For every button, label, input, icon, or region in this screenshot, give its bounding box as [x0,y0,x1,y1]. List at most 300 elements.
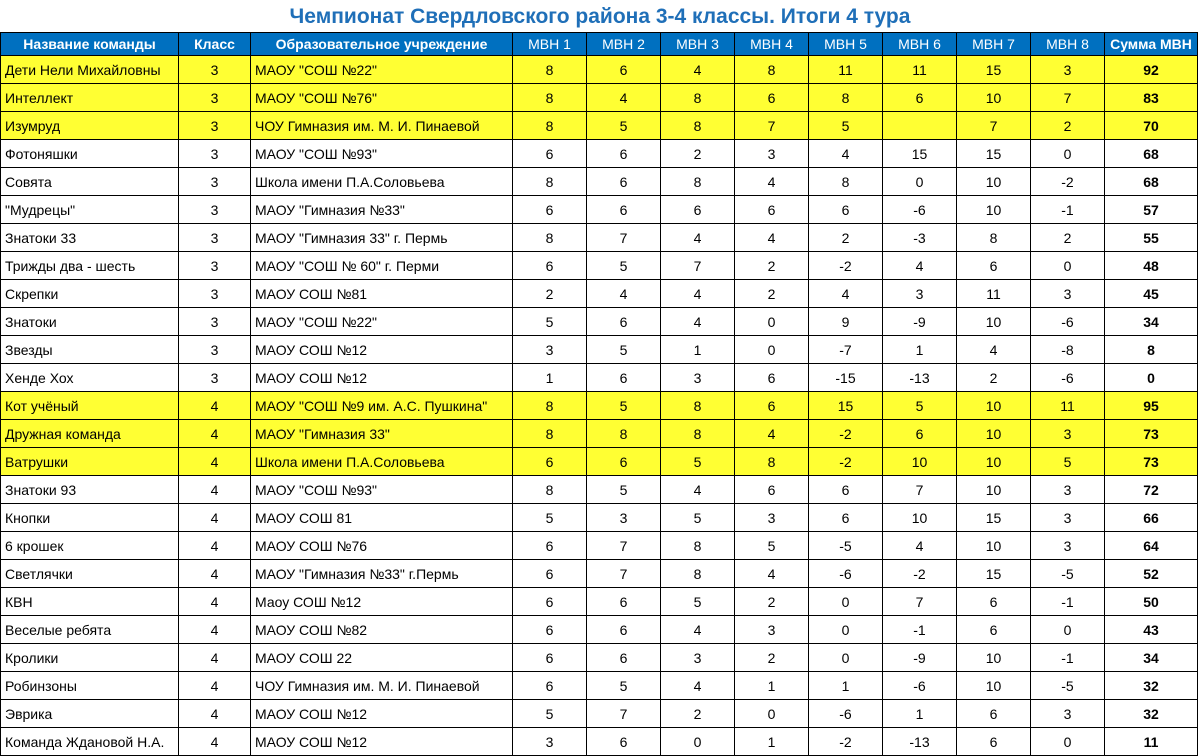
table-row[interactable] [1,140,1198,168]
mvn-8-score-cell[interactable]: 3 [1031,280,1105,308]
mvn-8-score-cell[interactable]: 5 [1031,448,1105,476]
team-name-cell[interactable]: Скрепки [1,280,179,308]
mvn-4-score-cell[interactable]: 5 [735,532,809,560]
column-header-mvn-3[interactable]: МВН 3 [661,33,735,56]
mvn-2-score-cell[interactable]: 4 [587,84,661,112]
school-cell[interactable]: МАОУ "Гимназия №33" г.Пермь [251,560,513,588]
mvn-2-score-cell[interactable]: 6 [587,364,661,392]
sum-cell[interactable]: 73 [1105,448,1198,476]
sum-cell[interactable]: 72 [1105,476,1198,504]
team-name-cell[interactable]: Хенде Хох [1,364,179,392]
table-row[interactable] [1,420,1198,448]
mvn-4-score-cell[interactable]: 3 [735,616,809,644]
table-row[interactable] [1,728,1198,756]
grade-cell[interactable]: 4 [179,392,251,420]
mvn-6-score-cell[interactable]: 7 [883,588,957,616]
mvn-4-score-cell[interactable]: 2 [735,644,809,672]
team-name-cell[interactable]: КВН [1,588,179,616]
sum-cell[interactable]: 68 [1105,140,1198,168]
mvn-1-score-cell[interactable]: 3 [513,336,587,364]
mvn-2-score-cell[interactable]: 6 [587,308,661,336]
sum-cell[interactable]: 55 [1105,224,1198,252]
mvn-4-score-cell[interactable]: 0 [735,308,809,336]
mvn-1-score-cell[interactable]: 6 [513,616,587,644]
grade-cell[interactable]: 4 [179,644,251,672]
mvn-3-score-cell[interactable]: 8 [661,392,735,420]
mvn-4-score-cell[interactable]: 6 [735,392,809,420]
mvn-4-score-cell[interactable]: 0 [735,336,809,364]
mvn-8-score-cell[interactable]: 0 [1031,140,1105,168]
school-cell[interactable]: МАОУ "СОШ №93" [251,476,513,504]
mvn-6-score-cell[interactable]: 0 [883,168,957,196]
mvn-4-score-cell[interactable]: 2 [735,252,809,280]
mvn-1-score-cell[interactable]: 2 [513,280,587,308]
team-name-cell[interactable]: Дружная команда [1,420,179,448]
school-cell[interactable]: МАОУ "Гимназия 33" г. Пермь [251,224,513,252]
mvn-5-score-cell[interactable]: 15 [809,392,883,420]
mvn-8-score-cell[interactable]: -5 [1031,672,1105,700]
mvn-4-score-cell[interactable]: 6 [735,84,809,112]
grade-cell[interactable]: 4 [179,420,251,448]
mvn-1-score-cell[interactable]: 3 [513,728,587,756]
school-cell[interactable]: ЧОУ Гимназия им. М. И. Пинаевой [251,112,513,140]
mvn-8-score-cell[interactable]: 0 [1031,616,1105,644]
mvn-4-score-cell[interactable]: 3 [735,140,809,168]
mvn-5-score-cell[interactable]: -6 [809,700,883,728]
mvn-1-score-cell[interactable]: 6 [513,532,587,560]
grade-cell[interactable]: 4 [179,728,251,756]
mvn-7-score-cell[interactable]: 4 [957,336,1031,364]
mvn-5-score-cell[interactable]: 6 [809,476,883,504]
column-header-mvn-6[interactable]: МВН 6 [883,33,957,56]
mvn-3-score-cell[interactable]: 3 [661,644,735,672]
school-cell[interactable]: МАОУ "СОШ №93" [251,140,513,168]
mvn-4-score-cell[interactable]: 8 [735,448,809,476]
table-row[interactable] [1,560,1198,588]
mvn-5-score-cell[interactable]: 4 [809,140,883,168]
mvn-8-score-cell[interactable]: -2 [1031,168,1105,196]
mvn-5-score-cell[interactable]: 8 [809,168,883,196]
mvn-4-score-cell[interactable]: 4 [735,168,809,196]
mvn-1-score-cell[interactable]: 8 [513,84,587,112]
mvn-3-score-cell[interactable]: 5 [661,448,735,476]
mvn-8-score-cell[interactable]: 7 [1031,84,1105,112]
mvn-1-score-cell[interactable]: 6 [513,644,587,672]
mvn-6-score-cell[interactable]: -9 [883,308,957,336]
team-name-cell[interactable]: Кролики [1,644,179,672]
mvn-8-score-cell[interactable]: 3 [1031,56,1105,84]
column-header-mvn-5[interactable]: МВН 5 [809,33,883,56]
mvn-6-score-cell[interactable]: 7 [883,476,957,504]
mvn-1-score-cell[interactable]: 6 [513,140,587,168]
mvn-5-score-cell[interactable]: 0 [809,588,883,616]
school-cell[interactable]: МАОУ СОШ №12 [251,728,513,756]
table-row[interactable] [1,308,1198,336]
mvn-6-score-cell[interactable]: 1 [883,336,957,364]
mvn-7-score-cell[interactable]: 10 [957,532,1031,560]
table-row[interactable] [1,196,1198,224]
mvn-6-score-cell[interactable]: -1 [883,616,957,644]
mvn-3-score-cell[interactable]: 8 [661,112,735,140]
team-name-cell[interactable]: Знатоки 93 [1,476,179,504]
mvn-5-score-cell[interactable]: 0 [809,616,883,644]
grade-cell[interactable]: 3 [179,140,251,168]
mvn-4-score-cell[interactable]: 8 [735,56,809,84]
grade-cell[interactable]: 4 [179,588,251,616]
mvn-2-score-cell[interactable]: 8 [587,420,661,448]
mvn-5-score-cell[interactable]: 6 [809,504,883,532]
mvn-7-score-cell[interactable]: 10 [957,672,1031,700]
mvn-1-score-cell[interactable]: 6 [513,196,587,224]
mvn-1-score-cell[interactable]: 8 [513,476,587,504]
mvn-2-score-cell[interactable]: 6 [587,728,661,756]
mvn-3-score-cell[interactable]: 5 [661,504,735,532]
mvn-6-score-cell[interactable]: -13 [883,728,957,756]
mvn-1-score-cell[interactable]: 6 [513,560,587,588]
mvn-4-score-cell[interactable]: 4 [735,560,809,588]
mvn-5-score-cell[interactable]: 8 [809,84,883,112]
school-cell[interactable]: МАОУ "Гимназия 33" [251,420,513,448]
mvn-4-score-cell[interactable]: 3 [735,504,809,532]
mvn-1-score-cell[interactable]: 6 [513,252,587,280]
mvn-8-score-cell[interactable]: -8 [1031,336,1105,364]
mvn-4-score-cell[interactable]: 6 [735,364,809,392]
mvn-1-score-cell[interactable]: 8 [513,420,587,448]
mvn-2-score-cell[interactable]: 6 [587,616,661,644]
mvn-1-score-cell[interactable]: 8 [513,56,587,84]
mvn-5-score-cell[interactable]: -2 [809,448,883,476]
mvn-3-score-cell[interactable]: 4 [661,476,735,504]
team-name-cell[interactable]: Фотоняшки [1,140,179,168]
school-cell[interactable]: Школа имени П.А.Соловьева [251,168,513,196]
team-name-cell[interactable]: Знатоки [1,308,179,336]
mvn-2-score-cell[interactable]: 6 [587,168,661,196]
mvn-8-score-cell[interactable]: 2 [1031,112,1105,140]
mvn-1-score-cell[interactable]: 6 [513,588,587,616]
mvn-5-score-cell[interactable]: 11 [809,56,883,84]
column-header-grade[interactable]: Класс [179,33,251,56]
school-cell[interactable]: МАОУ "СОШ №9 им. А.С. Пушкина" [251,392,513,420]
mvn-6-score-cell[interactable]: 11 [883,56,957,84]
mvn-5-score-cell[interactable]: 5 [809,112,883,140]
mvn-4-score-cell[interactable]: 4 [735,224,809,252]
mvn-8-score-cell[interactable]: -6 [1031,364,1105,392]
mvn-4-score-cell[interactable]: 4 [735,420,809,448]
mvn-1-score-cell[interactable]: 6 [513,672,587,700]
mvn-3-score-cell[interactable]: 6 [661,196,735,224]
mvn-5-score-cell[interactable]: 1 [809,672,883,700]
mvn-7-score-cell[interactable]: 6 [957,728,1031,756]
mvn-1-score-cell[interactable]: 8 [513,392,587,420]
mvn-8-score-cell[interactable]: -5 [1031,560,1105,588]
mvn-3-score-cell[interactable]: 8 [661,420,735,448]
sum-cell[interactable]: 70 [1105,112,1198,140]
school-cell[interactable]: МАОУ СОШ №12 [251,700,513,728]
mvn-6-score-cell[interactable]: 6 [883,420,957,448]
mvn-7-score-cell[interactable]: 6 [957,252,1031,280]
mvn-4-score-cell[interactable]: 0 [735,700,809,728]
grade-cell[interactable]: 4 [179,476,251,504]
mvn-4-score-cell[interactable]: 2 [735,280,809,308]
table-row[interactable] [1,168,1198,196]
mvn-6-score-cell[interactable]: -6 [883,672,957,700]
column-header-team[interactable]: Название команды [1,33,179,56]
team-name-cell[interactable]: Кот учёный [1,392,179,420]
sum-cell[interactable]: 48 [1105,252,1198,280]
mvn-6-score-cell[interactable]: 4 [883,532,957,560]
mvn-4-score-cell[interactable]: 1 [735,728,809,756]
mvn-8-score-cell[interactable]: 3 [1031,700,1105,728]
school-cell[interactable]: МАОУ СОШ №81 [251,280,513,308]
school-cell[interactable]: МАОУ СОШ №12 [251,364,513,392]
mvn-3-score-cell[interactable]: 8 [661,560,735,588]
sum-cell[interactable]: 8 [1105,336,1198,364]
mvn-4-score-cell[interactable]: 1 [735,672,809,700]
mvn-5-score-cell[interactable]: 2 [809,224,883,252]
mvn-8-score-cell[interactable]: -6 [1031,308,1105,336]
mvn-5-score-cell[interactable]: -15 [809,364,883,392]
mvn-7-score-cell[interactable]: 11 [957,280,1031,308]
table-row[interactable] [1,476,1198,504]
team-name-cell[interactable]: Дети Нели Михайловны [1,56,179,84]
table-row[interactable] [1,56,1198,84]
table-row[interactable] [1,392,1198,420]
mvn-7-score-cell[interactable]: 10 [957,644,1031,672]
sum-cell[interactable]: 11 [1105,728,1198,756]
mvn-8-score-cell[interactable]: 0 [1031,252,1105,280]
table-row[interactable] [1,84,1198,112]
mvn-5-score-cell[interactable]: 6 [809,196,883,224]
mvn-1-score-cell[interactable]: 5 [513,308,587,336]
mvn-6-score-cell[interactable]: -3 [883,224,957,252]
mvn-1-score-cell[interactable]: 8 [513,168,587,196]
grade-cell[interactable]: 3 [179,280,251,308]
sum-cell[interactable]: 34 [1105,644,1198,672]
sum-cell[interactable]: 43 [1105,616,1198,644]
mvn-6-score-cell[interactable] [883,112,957,140]
mvn-8-score-cell[interactable]: 0 [1031,728,1105,756]
mvn-3-score-cell[interactable]: 2 [661,700,735,728]
team-name-cell[interactable]: Эврика [1,700,179,728]
school-cell[interactable]: Школа имени П.А.Соловьева [251,448,513,476]
mvn-1-score-cell[interactable]: 5 [513,700,587,728]
school-cell[interactable]: Маоу СОШ №12 [251,588,513,616]
mvn-2-score-cell[interactable]: 6 [587,448,661,476]
mvn-3-score-cell[interactable]: 4 [661,308,735,336]
mvn-3-score-cell[interactable]: 0 [661,728,735,756]
table-row[interactable] [1,112,1198,140]
mvn-3-score-cell[interactable]: 2 [661,140,735,168]
grade-cell[interactable]: 3 [179,56,251,84]
mvn-7-score-cell[interactable]: 10 [957,168,1031,196]
mvn-2-score-cell[interactable]: 6 [587,56,661,84]
sum-cell[interactable]: 95 [1105,392,1198,420]
school-cell[interactable]: МАОУ "СОШ №22" [251,308,513,336]
mvn-6-score-cell[interactable]: 6 [883,84,957,112]
school-cell[interactable]: МАОУ "СОШ № 60" г. Перми [251,252,513,280]
team-name-cell[interactable]: Робинзоны [1,672,179,700]
column-header-mvn-7[interactable]: МВН 7 [957,33,1031,56]
mvn-7-score-cell[interactable]: 7 [957,112,1031,140]
grade-cell[interactable]: 4 [179,532,251,560]
mvn-7-score-cell[interactable]: 8 [957,224,1031,252]
mvn-3-score-cell[interactable]: 3 [661,364,735,392]
mvn-1-score-cell[interactable]: 1 [513,364,587,392]
sum-cell[interactable]: 32 [1105,672,1198,700]
sum-cell[interactable]: 66 [1105,504,1198,532]
table-row[interactable] [1,616,1198,644]
mvn-5-score-cell[interactable]: 4 [809,280,883,308]
mvn-7-score-cell[interactable]: 10 [957,196,1031,224]
team-name-cell[interactable]: Трижды два - шесть [1,252,179,280]
mvn-7-score-cell[interactable]: 6 [957,616,1031,644]
team-name-cell[interactable]: Ватрушки [1,448,179,476]
mvn-2-score-cell[interactable]: 3 [587,504,661,532]
mvn-3-score-cell[interactable]: 8 [661,532,735,560]
team-name-cell[interactable]: Знатоки 33 [1,224,179,252]
grade-cell[interactable]: 3 [179,224,251,252]
mvn-3-score-cell[interactable]: 8 [661,168,735,196]
mvn-7-score-cell[interactable]: 6 [957,700,1031,728]
mvn-3-score-cell[interactable]: 4 [661,280,735,308]
team-name-cell[interactable]: Команда Ждановой Н.А. [1,728,179,756]
sum-cell[interactable]: 73 [1105,420,1198,448]
mvn-2-score-cell[interactable]: 5 [587,476,661,504]
grade-cell[interactable]: 4 [179,700,251,728]
column-header-sum[interactable]: Сумма МВН [1105,33,1198,56]
school-cell[interactable]: МАОУ СОШ №76 [251,532,513,560]
sum-cell[interactable]: 32 [1105,700,1198,728]
sum-cell[interactable]: 64 [1105,532,1198,560]
mvn-3-score-cell[interactable]: 5 [661,588,735,616]
team-name-cell[interactable]: Звезды [1,336,179,364]
mvn-8-score-cell[interactable]: 11 [1031,392,1105,420]
mvn-1-score-cell[interactable]: 8 [513,112,587,140]
mvn-5-score-cell[interactable]: -2 [809,728,883,756]
mvn-1-score-cell[interactable]: 8 [513,224,587,252]
school-cell[interactable]: МАОУ СОШ 22 [251,644,513,672]
team-name-cell[interactable]: Изумруд [1,112,179,140]
mvn-3-score-cell[interactable]: 8 [661,84,735,112]
mvn-6-score-cell[interactable]: -2 [883,560,957,588]
mvn-4-score-cell[interactable]: 6 [735,196,809,224]
mvn-5-score-cell[interactable]: -7 [809,336,883,364]
mvn-5-score-cell[interactable]: 0 [809,644,883,672]
mvn-7-score-cell[interactable]: 10 [957,84,1031,112]
mvn-7-score-cell[interactable]: 10 [957,392,1031,420]
grade-cell[interactable]: 3 [179,364,251,392]
mvn-8-score-cell[interactable]: -1 [1031,588,1105,616]
mvn-3-score-cell[interactable]: 4 [661,224,735,252]
school-cell[interactable]: МАОУ СОШ 81 [251,504,513,532]
mvn-2-score-cell[interactable]: 5 [587,672,661,700]
table-row[interactable] [1,588,1198,616]
mvn-2-score-cell[interactable]: 5 [587,112,661,140]
mvn-7-score-cell[interactable]: 10 [957,476,1031,504]
table-row[interactable] [1,448,1198,476]
mvn-8-score-cell[interactable]: 3 [1031,532,1105,560]
mvn-6-score-cell[interactable]: 10 [883,448,957,476]
table-row[interactable] [1,224,1198,252]
mvn-3-score-cell[interactable]: 7 [661,252,735,280]
mvn-2-score-cell[interactable]: 7 [587,532,661,560]
mvn-5-score-cell[interactable]: -2 [809,252,883,280]
column-header-mvn-1[interactable]: МВН 1 [513,33,587,56]
mvn-6-score-cell[interactable]: 1 [883,700,957,728]
mvn-2-score-cell[interactable]: 7 [587,224,661,252]
team-name-cell[interactable]: Светлячки [1,560,179,588]
table-row[interactable] [1,532,1198,560]
mvn-2-score-cell[interactable]: 5 [587,252,661,280]
mvn-8-score-cell[interactable]: 3 [1031,420,1105,448]
grade-cell[interactable]: 4 [179,616,251,644]
mvn-6-score-cell[interactable]: 4 [883,252,957,280]
grade-cell[interactable]: 3 [179,196,251,224]
table-row[interactable] [1,336,1198,364]
mvn-2-score-cell[interactable]: 6 [587,588,661,616]
grade-cell[interactable]: 3 [179,308,251,336]
table-row[interactable] [1,364,1198,392]
grade-cell[interactable]: 4 [179,504,251,532]
mvn-7-score-cell[interactable]: 10 [957,420,1031,448]
mvn-6-score-cell[interactable]: 15 [883,140,957,168]
column-header-school[interactable]: Образовательное учреждение [251,33,513,56]
mvn-7-score-cell[interactable]: 10 [957,448,1031,476]
mvn-3-score-cell[interactable]: 4 [661,616,735,644]
mvn-2-score-cell[interactable]: 6 [587,140,661,168]
sum-cell[interactable]: 52 [1105,560,1198,588]
mvn-2-score-cell[interactable]: 7 [587,700,661,728]
team-name-cell[interactable]: Интеллект [1,84,179,112]
mvn-5-score-cell[interactable]: -6 [809,560,883,588]
school-cell[interactable]: МАОУ СОШ №82 [251,616,513,644]
mvn-5-score-cell[interactable]: 9 [809,308,883,336]
mvn-3-score-cell[interactable]: 1 [661,336,735,364]
school-cell[interactable]: МАОУ "СОШ №22" [251,56,513,84]
mvn-3-score-cell[interactable]: 4 [661,56,735,84]
sum-cell[interactable]: 57 [1105,196,1198,224]
mvn-6-score-cell[interactable]: -9 [883,644,957,672]
mvn-6-score-cell[interactable]: 5 [883,392,957,420]
mvn-8-score-cell[interactable]: -1 [1031,196,1105,224]
table-row[interactable] [1,700,1198,728]
mvn-7-score-cell[interactable]: 15 [957,560,1031,588]
mvn-2-score-cell[interactable]: 6 [587,644,661,672]
mvn-5-score-cell[interactable]: -2 [809,420,883,448]
grade-cell[interactable]: 4 [179,448,251,476]
table-row[interactable] [1,672,1198,700]
mvn-1-score-cell[interactable]: 5 [513,504,587,532]
mvn-4-score-cell[interactable]: 2 [735,588,809,616]
mvn-3-score-cell[interactable]: 4 [661,672,735,700]
sum-cell[interactable]: 68 [1105,168,1198,196]
mvn-8-score-cell[interactable]: 2 [1031,224,1105,252]
mvn-7-score-cell[interactable]: 6 [957,588,1031,616]
mvn-2-score-cell[interactable]: 6 [587,196,661,224]
table-row[interactable] [1,280,1198,308]
mvn-7-score-cell[interactable]: 15 [957,140,1031,168]
grade-cell[interactable]: 3 [179,84,251,112]
mvn-6-score-cell[interactable]: -6 [883,196,957,224]
team-name-cell[interactable]: Совята [1,168,179,196]
column-header-mvn-8[interactable]: МВН 8 [1031,33,1105,56]
team-name-cell[interactable]: Кнопки [1,504,179,532]
mvn-8-score-cell[interactable]: 3 [1031,504,1105,532]
sum-cell[interactable]: 92 [1105,56,1198,84]
mvn-7-score-cell[interactable]: 10 [957,308,1031,336]
grade-cell[interactable]: 3 [179,112,251,140]
column-header-mvn-4[interactable]: МВН 4 [735,33,809,56]
